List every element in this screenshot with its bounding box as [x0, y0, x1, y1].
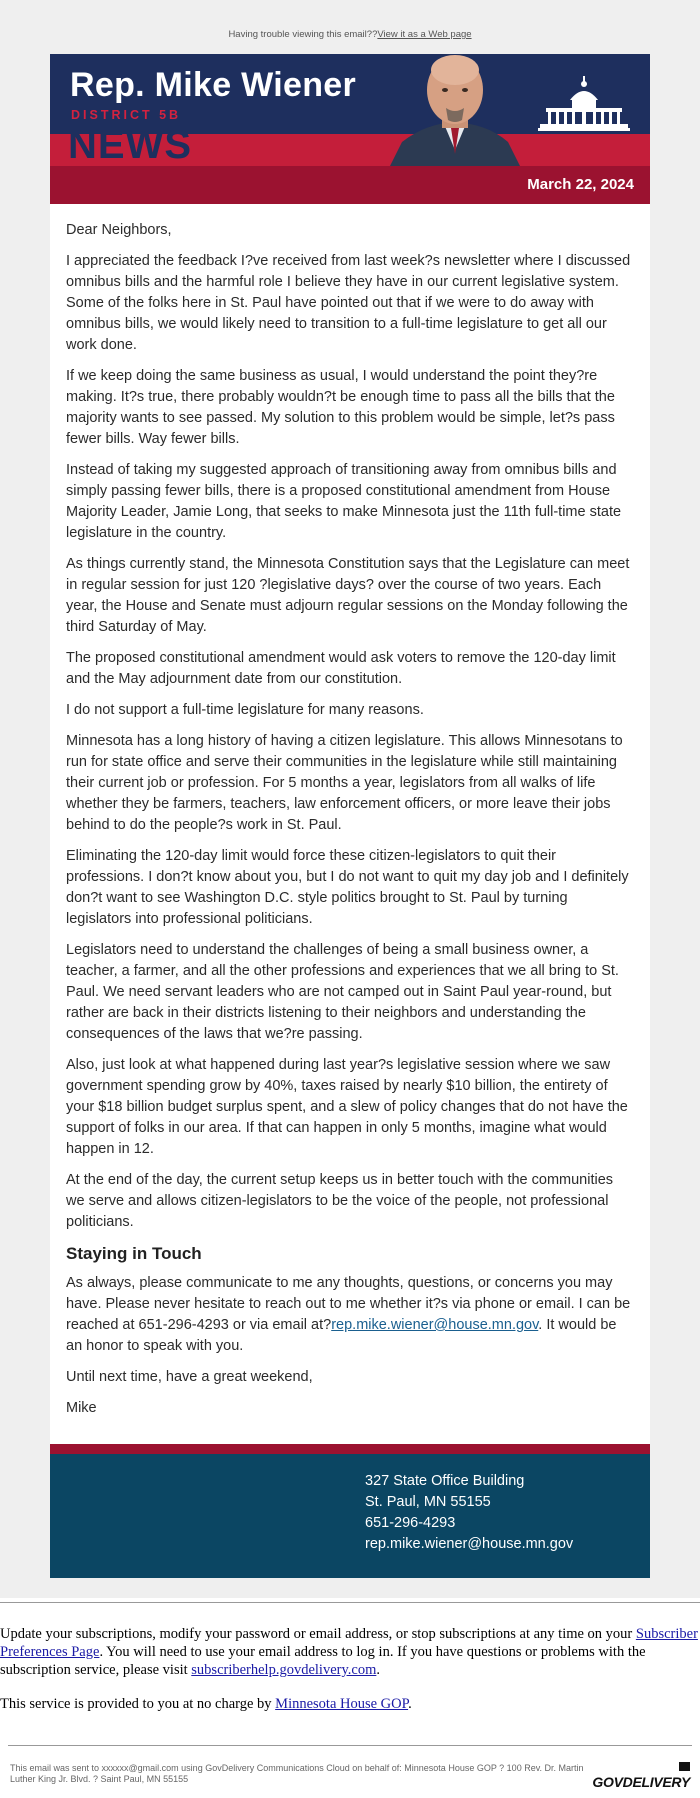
contact-paragraph: As always, please communicate to me any thoughts, questions, or concerns you may have. Please never hesitate to reach out to me whether it?s via phone or email. I can be reached at 651-296-4293 or via email at?rep.mike.wiener@house.mn.gov. It would be an honor to speak with you. — [66, 1275, 631, 1354]
email-link[interactable]: rep.mike.wiener@house.mn.gov — [331, 1317, 539, 1333]
web-version-link[interactable]: View it as a Web page — [377, 29, 472, 40]
issue-date: March 22, 2024 — [527, 176, 634, 193]
newsletter-card — [50, 54, 650, 1578]
paragraph: The proposed constitutional amendment would ask voters to remove the 120-day limit and the May adjournment date from our constitution. — [66, 650, 616, 687]
office-phone: 651-296-4293 — [365, 1515, 456, 1531]
paragraph: Minnesota has a long history of having a citizen legislature. This allows Minnesotans to run for state office and serve their communities in the legislature while still maintaining their current job or profession. For 5 months a year, legislators from all walks of life whether they be farmers, teachers, law enforcement officers, or more leave their jobs behind to do the people?s work in St. Paul. — [66, 733, 623, 833]
header-banner — [50, 54, 650, 204]
subscription-footer — [0, 1625, 700, 1729]
representative-portrait — [380, 54, 530, 166]
provider-text: This service is provided to you at no charge by Minnesota House GOP. — [0, 1696, 412, 1712]
paragraph: I appreciated the feedback I?ve received from last week?s newsletter where I discussed omnibus bills and the harmful role I believe they have in our current legislative system. Some of the folks here in St. Paul have pointed out that if we were to do away with omnibus bills, we would likely need to transition to a full-time legislature to get all our work done. — [66, 253, 631, 353]
subscription-text: Update your subscriptions, modify your password or email address, or stop subscriptions at any time on your Subscriber Preferences Page. You will need to use your email address to log in. If you have questions or problems with the subscription service, please visit subscriberhelp.govdelivery.com. — [0, 1626, 698, 1678]
office-email: rep.mike.wiener@house.mn.gov — [365, 1536, 574, 1552]
signature: Mike — [66, 1400, 97, 1416]
provider-link[interactable]: Minnesota House GOP — [275, 1696, 409, 1712]
envelope-icon — [679, 1762, 690, 1771]
newsletter-body — [66, 220, 634, 1429]
paragraph: Eliminating the 120-day limit would force these citizen-legislators to quit their professions. I don?t know about you, but I do not want to quit my day job and I definitely don?t want to see Washington D.C. style politics brought to St. Paul by turning legislators into professional politicians. — [66, 848, 629, 927]
closing: Until next time, have a great weekend, — [66, 1369, 313, 1385]
paragraph: Also, just look at what happened during last year?s legislative session where we saw government spending grow by 40%, taxes raised by nearly $10 billion, the entirety of your $18 billion budget surplus spent, and a slew of policy changes that do not have the support of folks in our area. If that can happen in only 5 months, imagine what would happen in 12. — [66, 1057, 628, 1157]
greeting: Dear Neighbors, — [66, 222, 172, 238]
news-label: NEWS — [68, 123, 192, 167]
representative-name: Rep. Mike Wiener — [70, 66, 357, 104]
district-label: DISTRICT 5B — [71, 108, 182, 122]
subscriber-preferences-link[interactable]: Subscriber Preferences Page — [0, 1626, 698, 1660]
paragraph: I do not support a full-time legislature for many reasons. — [66, 702, 424, 718]
paragraph: Legislators need to understand the challenges of being a small business owner, a teacher, a farmer, and all the other professions and experiences that we all bring to St. Paul. We need servant leaders who are not camped out in Saint Paul year-round, but rather are back in their districts listening to their neighbors and understanding the consequences of the laws that we?re passing. — [66, 942, 619, 1042]
govdelivery-logo[interactable] — [590, 1766, 690, 1790]
office-address-line1: 327 State Office Building — [365, 1473, 525, 1489]
preheader — [0, 29, 700, 40]
paragraph: Instead of taking my suggested approach of transitioning away from omnibus bills and simply passing fewer bills, there is a proposed constitutional amendment from House Majority Leader, Jamie Long, that seeks to make Minnesota just the 11th full-time state legislature in the country. — [66, 462, 622, 541]
paragraph: If we keep doing the same business as usual, I would understand the point they?re making. It?s true, there probably wouldn?t be enough time to pass all the bills that the majority wants to see passed. My solution to this problem would be simple, let?s pass fewer bills. Way fewer bills. — [66, 368, 615, 447]
section-heading: Staying in Touch — [66, 1244, 202, 1263]
divider — [0, 1602, 700, 1603]
paragraph: As things currently stand, the Minnesota Constitution says that the Legislature can meet in regular session for just 120 ?legislative days? over the course of two years. Each year, the House and Senate must adjourn regular sessions on the Monday following the third Saturday of May. — [66, 556, 630, 635]
govdelivery-wordmark: GOVDELIVERY — [592, 1774, 690, 1790]
divider — [8, 1745, 692, 1746]
subscriber-help-link[interactable]: subscriberhelp.govdelivery.com — [191, 1662, 377, 1678]
paragraph: At the end of the day, the current setup keeps us in better touch with the communities we serve and allows citizen-legislators to be the voice of the people, not professional politicians. — [66, 1172, 614, 1230]
office-contact — [365, 1471, 573, 1555]
footer-red-stripe — [50, 1444, 650, 1454]
capitol-building-icon — [538, 76, 630, 132]
office-address-line2: St. Paul, MN 55155 — [365, 1494, 491, 1510]
office-footer — [50, 1444, 650, 1578]
preheader-text: Having trouble viewing this email?? — [228, 29, 378, 40]
legal-text: This email was sent to xxxxxx@gmail.com using GovDelivery Communications Cloud on behalf of: Minnesota House GOP ? 100 Rev. Dr. Martin Luther King Jr. Blvd. ? Saint Paul, MN 55155 — [10, 1763, 584, 1784]
